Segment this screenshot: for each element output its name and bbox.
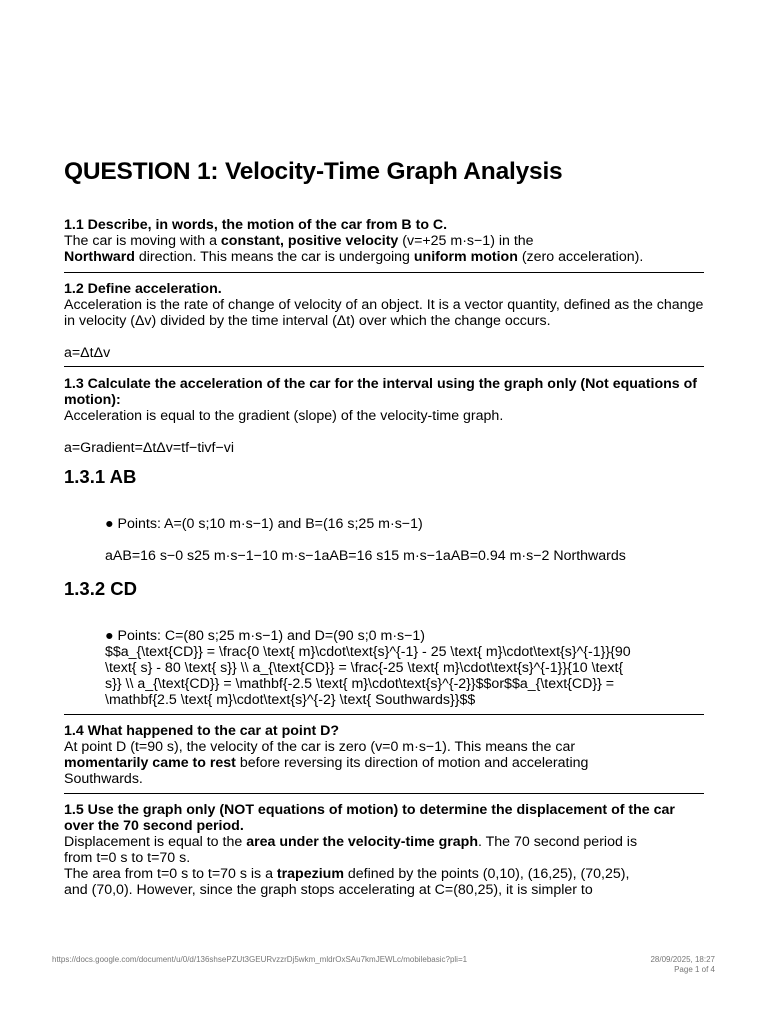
footer-meta <box>650 955 715 975</box>
question-1-2-body: Acceleration is the rate of change of velocity of an object. It is a vector quantity, defined as the change in velocity (Δv) divided by the time interval (Δt) over which the change occurs. <box>64 297 704 329</box>
question-1-5-line-2: from t=0 s to t=70 s. <box>64 850 191 866</box>
question-1-1-heading: 1.1 Describe, in words, the motion of the car from B to C. <box>64 217 448 233</box>
subsection-1-3-2-latex: $$a_{\text{CD}} = \frac{0 \text{ m}\cdot\text{s}^{-1} - 25 \text{ m}\cdot\text{s}^{-1}}{90 \text{ s} - 80 \text{ s}} \\ a_{\text{CD}} = \frac{-25 \text{ m}\cdot\text{s}^{-1}}{10 \text{ s}} \\ a_{\text{CD}} = \mathbf{-2.5 \text{ m}\cdot\text{s}^{-2}}$$or$$a_{\text{CD}} = \mathbf{2.5 \text{ m}\cdot\text{s}^{-2} \text{ Southwards}}$$ <box>105 644 631 708</box>
subsection-1-3-1-points: ● Points: A=(0 s;10 m·s−1) and B=(16 s;25 m·s−1) <box>105 516 423 532</box>
section-1-2 <box>64 281 704 361</box>
footer-page-number: Page 1 of 4 <box>674 965 715 974</box>
section-1-5 <box>64 802 704 898</box>
question-1-3-heading: 1.3 Calculate the acceleration of the car for the interval using the graph only (Not equations of motion): <box>64 376 698 408</box>
question-1-5-heading: 1.5 Use the graph only (NOT equations of motion) to determine the displacement of the car over the 70 second period. <box>64 802 675 834</box>
footer-url: https://docs.google.com/document/u/0/d/136shsePZUt3GEURvzzrDj5wkm_mldrOxSAu7kmJEWLc/mobilebasic?pli=1 <box>52 955 468 964</box>
question-1-2-heading: 1.2 Define acceleration. <box>64 281 222 297</box>
subsection-1-3-2-points: ● Points: C=(80 s;25 m·s−1) and D=(90 s;0 m·s−1) <box>105 628 426 644</box>
question-1-4-heading: 1.4 What happened to the car at point D? <box>64 723 340 739</box>
question-1-1-line-2: Northward direction. This means the car is undergoing uniform motion (zero acceleration). <box>64 249 644 265</box>
section-1-1 <box>64 217 704 265</box>
page-title: QUESTION 1: Velocity-Time Graph Analysis <box>64 158 563 185</box>
question-1-4-line-2: momentarily came to rest before reversing its direction of motion and accelerating <box>64 755 589 771</box>
question-1-3-body: Acceleration is equal to the gradient (slope) of the velocity-time graph. <box>64 408 504 424</box>
question-1-5-line-3: The area from t=0 s to t=70 s is a trapezium defined by the points (0,10), (16,25), (70,25), <box>64 866 630 882</box>
subsection-1-3-2-heading: 1.3.2 CD <box>64 578 138 599</box>
divider <box>64 366 704 367</box>
question-1-5-line-4: and (70,0). However, since the graph stops accelerating at C=(80,25), it is simpler to <box>64 882 593 898</box>
question-1-4-line-1: At point D (t=90 s), the velocity of the car is zero (v=0 m·s−1). This means the car <box>64 739 576 755</box>
divider <box>64 793 704 794</box>
question-1-2-formula: a=ΔtΔv <box>64 345 111 361</box>
subsection-1-3-1-calculation: aAB=16 s−0 s25 m·s−1−10 m·s−1aAB=16 s15 m·s−1aAB=0.94 m·s−2 Northwards <box>105 548 626 564</box>
section-1-3 <box>64 376 704 456</box>
question-1-5-line-1: Displacement is equal to the area under the velocity-time graph. The 70 second period is <box>64 834 638 850</box>
question-1-1-line-1: The car is moving with a constant, positive velocity (v=+25 m·s−1) in the <box>64 233 534 249</box>
question-1-4-line-3: Southwards. <box>64 771 143 787</box>
footer-datetime: 28/09/2025, 18:27 <box>650 955 715 964</box>
section-1-4 <box>64 723 704 787</box>
divider <box>64 714 704 715</box>
question-1-3-formula: a=Gradient=ΔtΔv=tf−tivf−vi <box>64 440 234 456</box>
divider <box>64 272 704 273</box>
subsection-1-3-1-heading: 1.3.1 AB <box>64 466 137 487</box>
